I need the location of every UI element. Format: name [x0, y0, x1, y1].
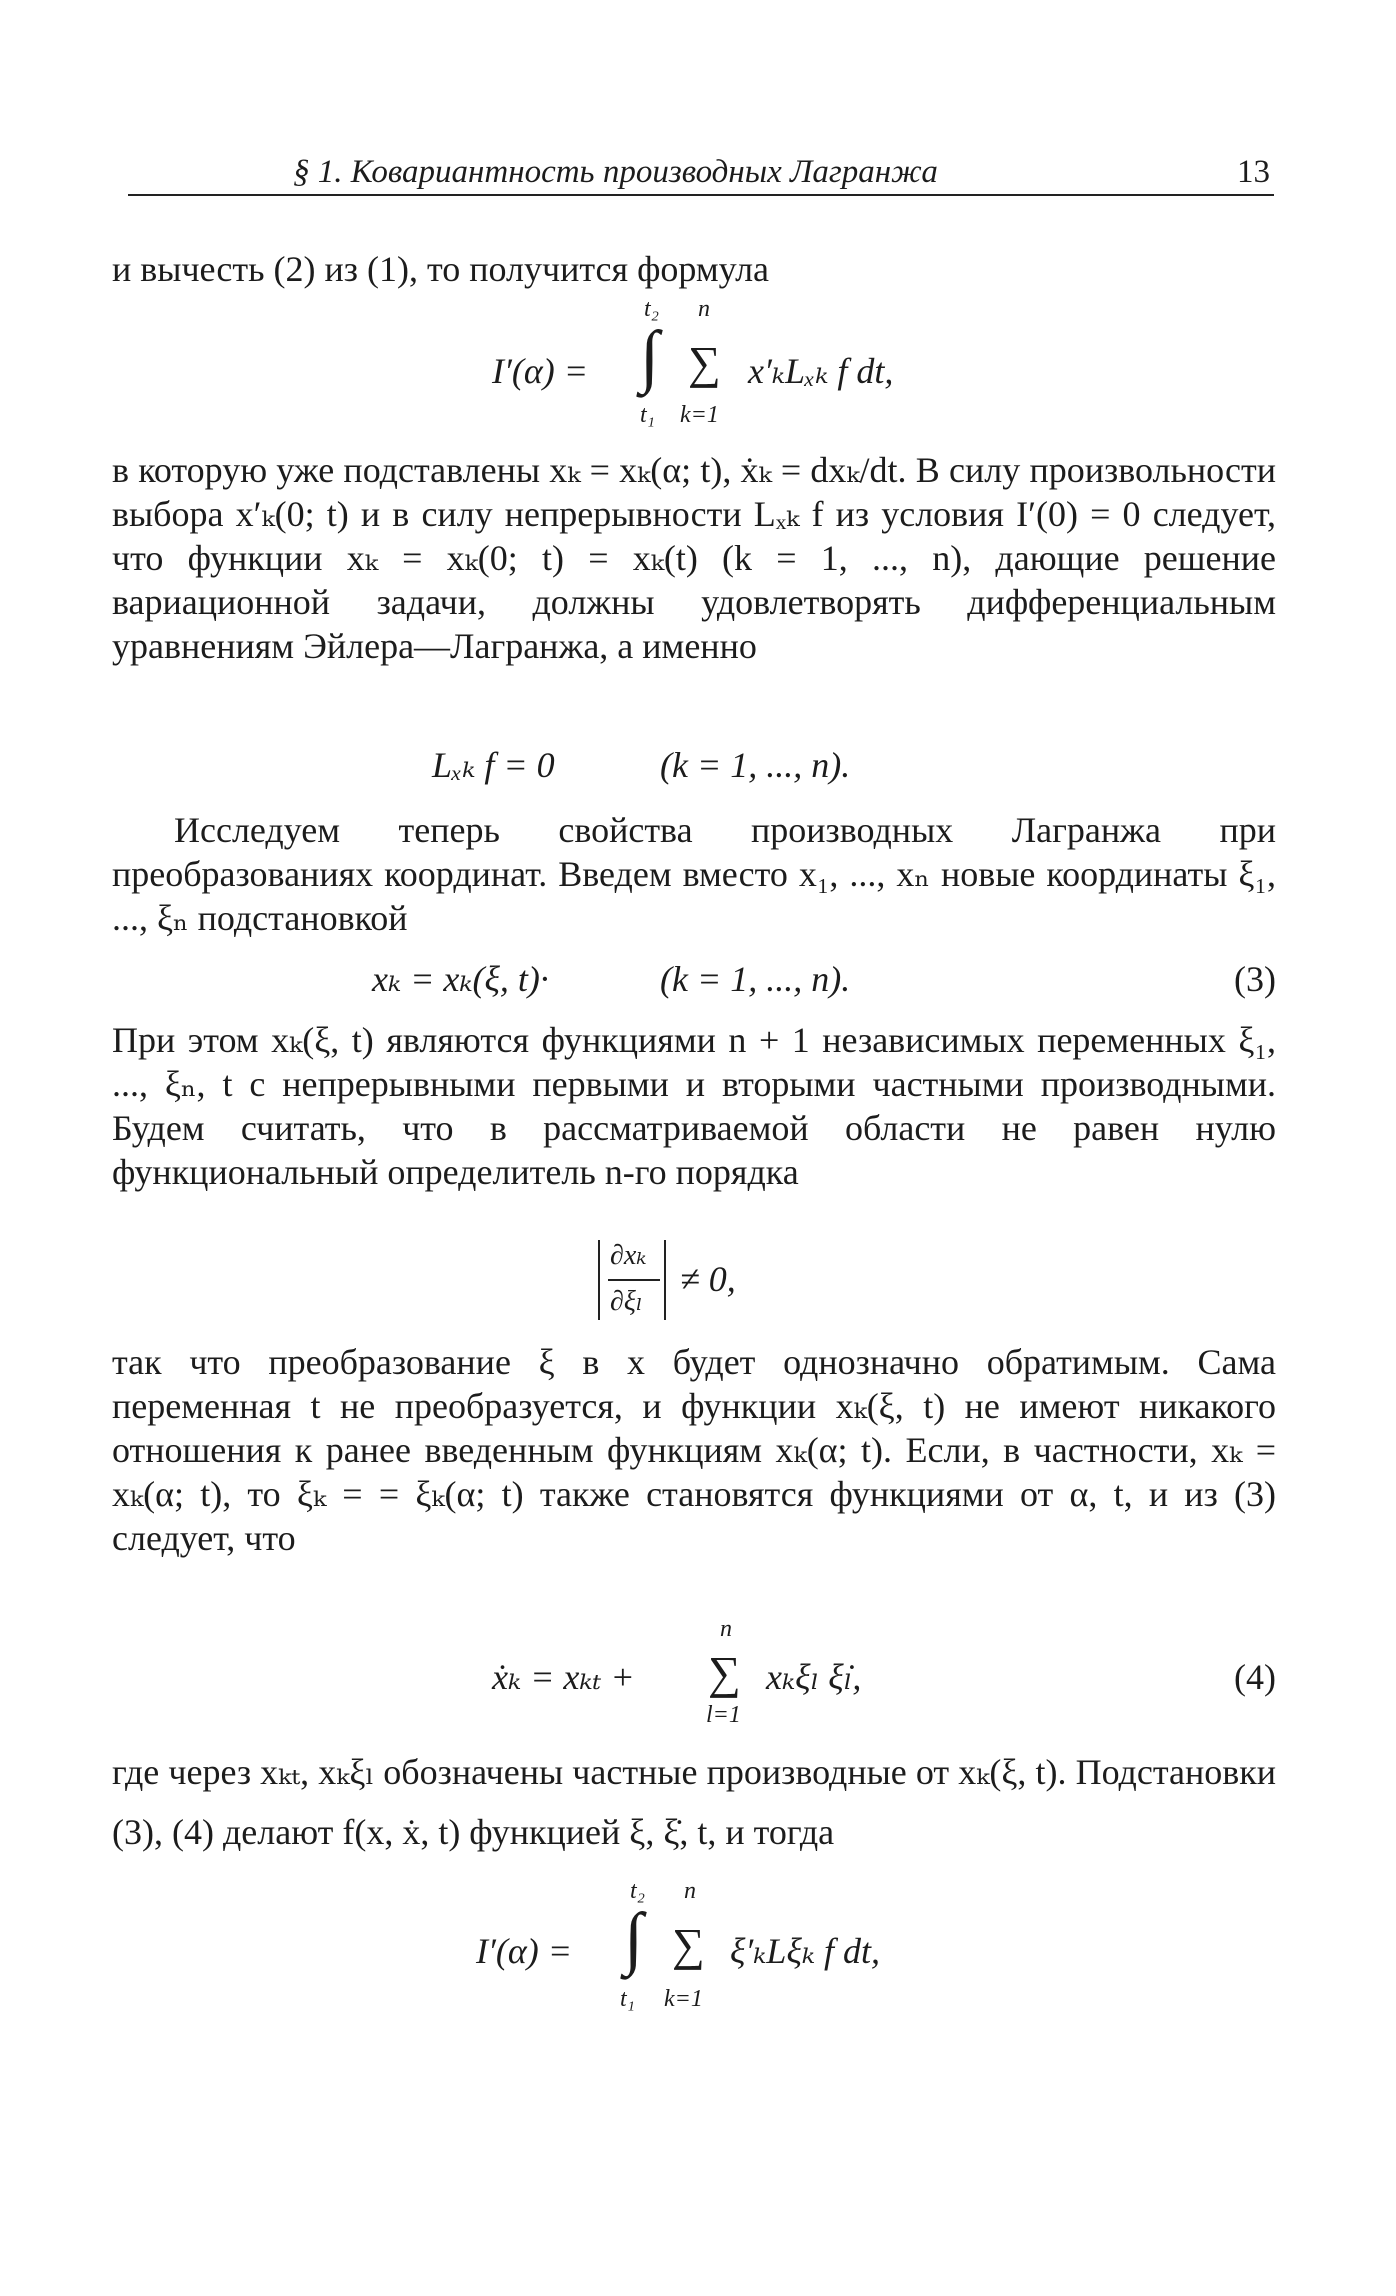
determinant-denominator: ∂ξₗ: [610, 1286, 643, 1317]
formula-1-body: x′ₖLₓₖ f dt,: [748, 351, 894, 391]
determinant-numerator: ∂xₖ: [610, 1240, 647, 1271]
determinant-left-bar: [598, 1240, 600, 1320]
integral-sign: ∫: [624, 1900, 644, 1977]
page-number: 13: [1237, 154, 1270, 190]
paragraph-5: где через xₖₜ, xₖξₗ обозначены частные производные от xₖ(ξ, t). Подстановки (3), (4) делают f(x, ẋ, t) функцией ξ, ξ̇, t, и тогда: [112, 1752, 1276, 1852]
formula-5-sum-lower: k=1: [664, 1986, 703, 2012]
formula-2-condition: (k = 1, ..., n).: [660, 745, 851, 785]
formula-3-condition: (k = 1, ..., n).: [660, 959, 851, 999]
formula-2-lhs: Lₓₖ f = 0: [432, 745, 555, 785]
formula-4-lhs: ẋₖ = xₖₜ +: [492, 1657, 635, 1697]
formula-5-body: ξ′ₖLξₖ f dt,: [730, 1931, 880, 1971]
formula-1-sum-upper: n: [698, 296, 710, 322]
paragraph-2: Исследуем теперь свойства производных Лагранжа при преобразованиях координат. Введем вместо x₁, ..., xₙ новые координаты ξ₁, ..., ξₙ подстановкой: [112, 810, 1276, 938]
sum-sign: ∑: [688, 337, 721, 388]
determinant-fraction-line: [608, 1279, 660, 1281]
determinant-rhs: ≠ 0,: [680, 1259, 736, 1299]
equation-number-4: (4): [1234, 1657, 1276, 1697]
sum-sign: ∑: [672, 1919, 705, 1970]
paragraph-3: При этом xₖ(ξ, t) являются функциями n + 1 независимых переменных ξ₁, ..., ξₙ, t с непрерывными первыми и вторыми частными производными. Будем считать, что в рассматриваемой области не равен нулю функциональный определитель n-го порядка: [112, 1020, 1276, 1192]
formula-4-sum-lower: l=1: [706, 1702, 741, 1728]
formula-4-body: xₖξₗ ξ̇ₗ,: [766, 1657, 862, 1697]
sum-sign: ∑: [708, 1647, 741, 1698]
text-line-1: и вычесть (2) из (1), то получится формула: [112, 249, 770, 289]
formula-5-sum-upper: n: [684, 1878, 696, 1904]
formula-1-upper-limit: t₂: [644, 296, 660, 322]
paragraph-1: в которую уже подставлены xₖ = xₖ(α; t), ẋₖ = dxₖ/dt. В силу произвольности выбора x′ₖ(0; t) и в силу непрерывности Lₓₖ f из условия I′(0) = 0 следует, что функции xₖ = xₖ(0; t) = xₖ(t) (k = 1, ..., n), дающие решение вариационной задачи, должны удовлетворять дифференциальным уравнениям Эйлера—Лагранжа, а именно: [112, 450, 1276, 666]
paragraph-4: так что преобразование ξ в x будет однозначно обратимым. Сама переменная t не преобразуется, и функции xₖ(ξ, t) не имеют никакого отношения к ранее введенным функциям xₖ(α; t). Если, в частности, xₖ = xₖ(α; t), то ξₖ = = ξₖ(α; t) также становятся функциями от α, t, и из (3) следует, что: [112, 1342, 1276, 1558]
formula-1-lower-limit: t₁: [640, 402, 656, 428]
section-title: § 1. Ковариантность производных Лагранжа: [293, 154, 938, 190]
formula-4-sum-upper: n: [720, 1616, 732, 1642]
formula-5-lower-limit: t₁: [620, 1986, 636, 2012]
formula-5-upper-limit: t₂: [630, 1878, 646, 1904]
equation-number-3: (3): [1234, 959, 1276, 999]
running-header: [128, 150, 1274, 196]
integral-sign: ∫: [640, 318, 660, 395]
formula-5-lhs: I′(α) =: [476, 1931, 573, 1971]
determinant-right-bar: [664, 1240, 666, 1320]
formula-1-sum-lower: k=1: [680, 402, 719, 428]
formula-3-lhs: xₖ = xₖ(ξ, t)·: [372, 959, 549, 999]
formula-1-lhs: I′(α) =: [492, 351, 589, 391]
